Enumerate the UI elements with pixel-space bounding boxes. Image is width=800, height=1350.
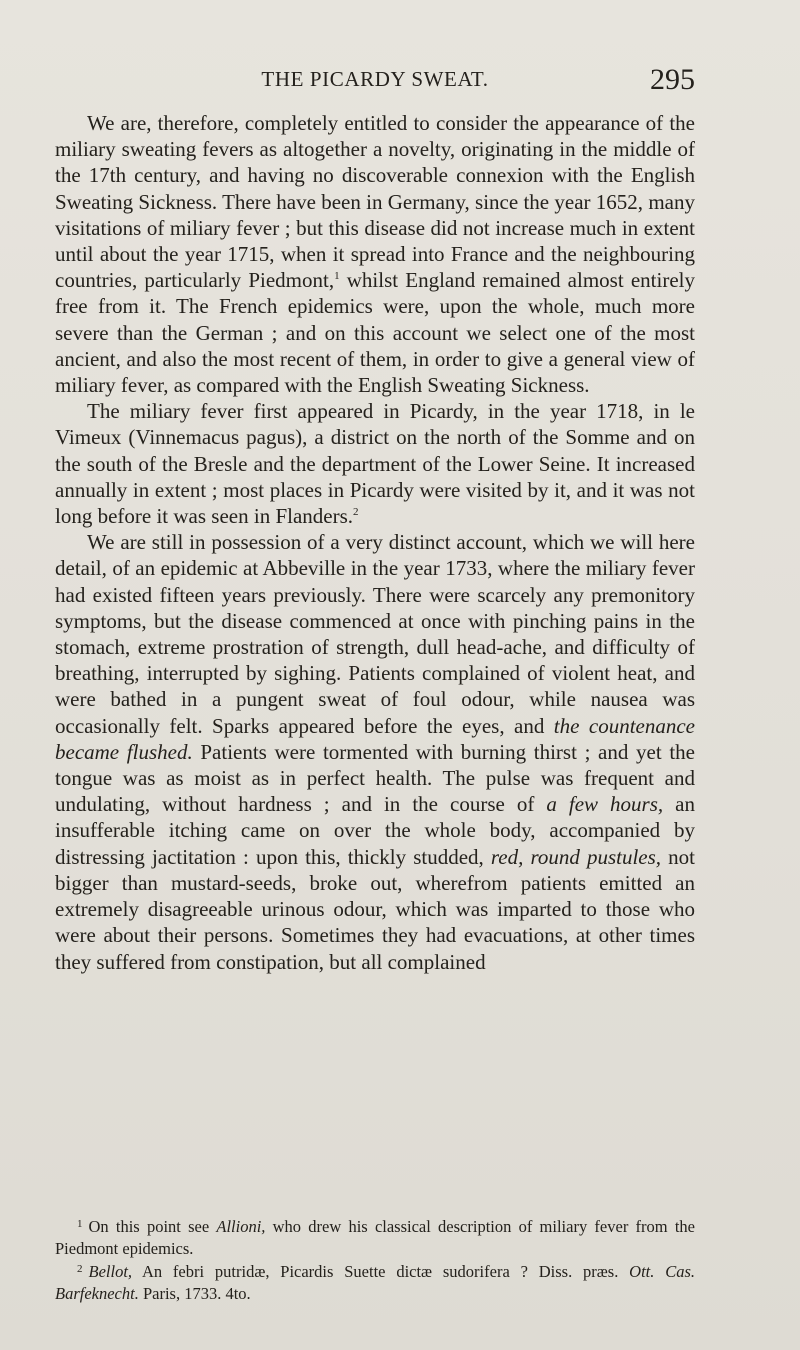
footnote-2	[55, 1259, 695, 1304]
footnote-2-presider: Ott. Cas. Barfeknecht.	[55, 1262, 695, 1303]
footnote-1-text-a: On this point see	[88, 1217, 217, 1236]
paragraph-3-text-d: not bigger than mustard-seeds, broke out, wherefrom patients emitted an extremely disagreeable urinous odour, which was imparted to those who were about their persons. Sometimes they had evacuations, at other times they suffered from constipation, but all complained	[55, 844, 695, 974]
footnote-1-mark: 1	[77, 1218, 83, 1230]
footnote-2-text-a: An febri putridæ, Picardis Suette dictæ sudorifera ? Diss. præs.	[132, 1262, 630, 1281]
footnotes	[55, 1214, 695, 1304]
paragraph-3-text-b: Patients were tormented with burning thirst ; and yet the tongue was as moist as in perfect health. The pulse was frequent and undulating, without hardness ; and in the course of	[55, 739, 695, 817]
footnote-2-author: Bellot,	[88, 1262, 133, 1281]
page-number: 295	[650, 63, 695, 96]
footnote-ref-2: 2	[353, 506, 359, 519]
page-header	[55, 63, 695, 99]
footnote-2-text-b: Paris, 1733. 4to.	[138, 1283, 251, 1303]
footnote-2-mark: 2	[77, 1263, 83, 1275]
paragraph-3	[55, 529, 695, 974]
italic-phrase-flushed: the countenance became flushed.	[55, 713, 695, 764]
paragraph-1-text-a: We are, therefore, completely entitled to consider the appearance of the miliary sweating fevers as altogether a novelty, originating in the middle of the 17th century, and having no discoverable connexion with the English Sweating Sickness. There have been in Germany, since the year 1652, many visitations of miliary fever ; but this disease did not increase much in extent until about the year 1715, when it spread into France and the neighbouring countries, particularly Piedmont,	[55, 111, 695, 293]
paragraph-2-text: The miliary fever first appeared in Picardy, in the year 1718, in le Vimeux (Vinnemacus pagus), a district on the north of the Somme and on the south of the Bresle and the department of the Lower Seine. It increased annually in extent ; most places in Picardy were visited by it, and it was not long before it was seen in Flanders.	[55, 399, 695, 529]
italic-phrase-few-hours: a few hours,	[546, 792, 664, 817]
italic-phrase-pustules: red, round pustules,	[490, 844, 662, 869]
body-text	[55, 110, 695, 975]
footnote-1-author: Allioni,	[216, 1217, 266, 1236]
footnote-1-text-b: who drew his classical description of miliary fever from the Piedmont epidemics.	[55, 1217, 695, 1258]
footnote-1	[55, 1214, 695, 1259]
paragraph-3-text-c: an insufferable itching came on over the whole body, accompanied by distressing jactitation : upon this, thickly studded,	[55, 792, 695, 869]
running-title: THE PICARDY SWEAT.	[261, 67, 489, 91]
paragraph-2	[55, 398, 695, 529]
footnote-ref-1: 1	[334, 270, 340, 283]
paragraph-1-text-b: whilst England remained almost entirely free from it. The French epidemics were, upon the whole, much more severe than the German ; and on this account we select one of the most ancient, and also the most recent of them, in order to give a general view of miliary fever, as compared with the English Sweating Sickness.	[55, 268, 695, 398]
paragraph-3-text-a: We are still in possession of a very distinct account, which we will here detail, of an epidemic at Abbeville in the year 1733, where the miliary fever had existed fifteen years previously. There were scarcely any premonitory symptoms, but the disease commenced at once with pinching pains in the stomach, extreme prostration of strength, dull head-ache, and difficulty of breathing, interrupted by sighing. Patients complained of violent heat, and were bathed in a pungent sweat of foul odour, while nausea was occasionally felt. Sparks appeared before the eyes, and	[55, 530, 695, 738]
paragraph-1	[55, 110, 695, 398]
